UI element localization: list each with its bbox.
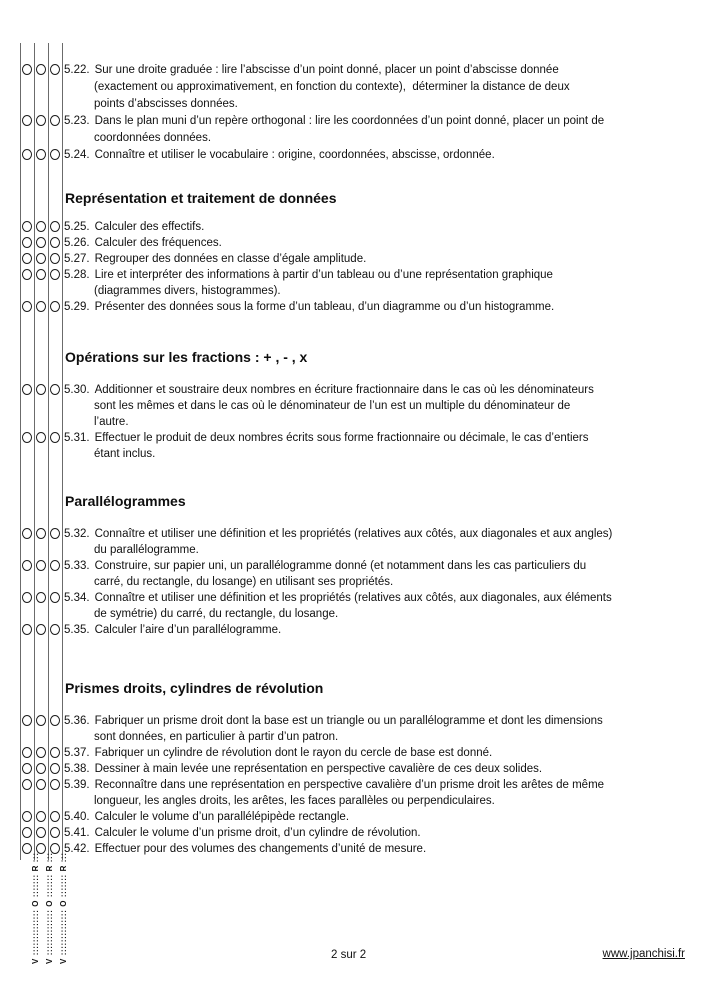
item-line-text: Dans le plan muni d’un repère orthogonal : lire les coordonnées d’un point donné, placer un point de	[94, 115, 605, 127]
competence-item	[0, 62, 707, 113]
item-first-line	[64, 713, 707, 729]
competence-item	[0, 430, 707, 462]
item-number: 5.27.	[64, 253, 90, 265]
section-heading: Opérations sur les fractions : + , - , x	[65, 349, 308, 365]
item-number: 5.41.	[64, 827, 90, 839]
competence-item	[0, 299, 707, 315]
item-first-line	[64, 761, 707, 777]
status-circle	[50, 149, 60, 160]
item-continuation-line: longueur, les angles droits, les arêtes, les faces parallèles ou perpendiculaires.	[94, 795, 495, 807]
item-line-text: Reconnaître dans une représentation en perspective cavalière d’un prisme droit les arêtes de même	[94, 779, 605, 791]
status-circle	[36, 269, 46, 280]
item-first-line	[64, 590, 707, 606]
status-circle	[36, 715, 46, 726]
item-continuation-line: coordonnées données.	[94, 132, 212, 144]
column-label-text: V :::::::::::::: O ::::::: R :::	[59, 852, 68, 964]
item-number: 5.34.	[64, 592, 90, 604]
status-circle	[36, 237, 46, 248]
item-continuation-line: points d’abscisses données.	[94, 98, 238, 110]
item-first-line	[64, 147, 707, 164]
item-text	[64, 622, 707, 638]
item-number: 5.30.	[64, 384, 90, 396]
competence-item	[0, 251, 707, 267]
competence-item	[0, 526, 707, 558]
item-line-text: Fabriquer un cylindre de révolution dont le rayon du cercle de base est donné.	[94, 747, 493, 759]
competence-item	[0, 777, 707, 809]
status-circles	[22, 237, 60, 248]
status-circle	[36, 560, 46, 571]
status-circle	[50, 827, 60, 838]
item-number: 5.29.	[64, 301, 90, 313]
status-circles	[22, 528, 60, 539]
status-circle	[22, 301, 32, 312]
item-number: 5.25.	[64, 221, 90, 233]
status-circle	[36, 149, 46, 160]
status-circle	[22, 827, 32, 838]
item-number: 5.35.	[64, 624, 90, 636]
competence-item	[0, 147, 707, 164]
competence-item	[0, 841, 707, 857]
item-line-text: Calculer le volume d’un parallélépipède rectangle.	[94, 811, 350, 823]
item-text	[64, 267, 707, 299]
status-circles	[22, 432, 60, 443]
status-circle	[50, 779, 60, 790]
item-number: 5.42.	[64, 843, 90, 855]
column-label-text: V :::::::::::::: O ::::::: R :::	[45, 852, 54, 964]
item-number: 5.39.	[64, 779, 90, 791]
competence-item	[0, 622, 707, 638]
status-circle	[22, 221, 32, 232]
item-line-text: Fabriquer un prisme droit dont la base est un triangle ou un parallélogramme et dont les dimensions	[94, 715, 603, 727]
status-circle	[22, 811, 32, 822]
status-circle	[36, 221, 46, 232]
competence-item	[0, 219, 707, 235]
item-number: 5.37.	[64, 747, 90, 759]
status-circle	[36, 115, 46, 126]
item-text	[64, 147, 707, 164]
status-circle	[22, 115, 32, 126]
status-circle	[22, 432, 32, 443]
status-circle	[22, 715, 32, 726]
item-first-line	[64, 382, 707, 398]
item-line-text: Connaître et utiliser une définition et les propriétés (relatives aux côtés, aux diagonales, aux éléments	[94, 592, 612, 604]
status-circle	[50, 301, 60, 312]
section-heading: Parallélogrammes	[65, 493, 186, 509]
section	[0, 492, 707, 638]
item-text	[64, 761, 707, 777]
item-text	[64, 62, 707, 113]
status-circle	[22, 747, 32, 758]
status-circle	[36, 253, 46, 264]
competence-item	[0, 809, 707, 825]
status-circle	[22, 384, 32, 395]
status-circles	[22, 763, 60, 774]
item-first-line	[64, 267, 707, 283]
status-circle	[22, 624, 32, 635]
item-line-text: Sur une droite graduée : lire l’abscisse d’un point donné, placer un point d’abscisse donnée	[94, 64, 559, 76]
item-continuation-line: sont données, en particulier à partir d’un patron.	[94, 731, 339, 743]
column-label-text: V :::::::::::::: O ::::::: R :::	[31, 852, 40, 964]
item-continuation-line: de symétrie) du carré, du rectangle, du losange.	[94, 608, 339, 620]
item-line-text: Dessiner à main levée une représentation en perspective cavalière de ces deux solides.	[94, 763, 543, 775]
section-heading: Prismes droits, cylindres de révolution	[65, 680, 324, 696]
item-number: 5.26.	[64, 237, 90, 249]
status-circle	[50, 624, 60, 635]
item-first-line	[64, 777, 707, 793]
item-line-text: Additionner et soustraire deux nombres en écriture fractionnaire dans le cas où les dénominateurs	[94, 384, 594, 396]
status-circle	[36, 432, 46, 443]
status-circle	[22, 779, 32, 790]
item-text	[64, 382, 707, 430]
status-circle	[50, 221, 60, 232]
item-line-text: Construire, sur papier uni, un parallélogramme donné (et notamment dans les cas particuliers du	[94, 560, 587, 572]
section-heading: Représentation et traitement de données	[65, 190, 337, 206]
status-circle	[22, 237, 32, 248]
page-number: 2 sur 2	[331, 949, 367, 961]
status-circles	[22, 560, 60, 571]
item-text	[64, 430, 707, 462]
status-circle	[50, 560, 60, 571]
item-line-text: Lire et interpréter des informations à partir d’un tableau ou d’une représentation graphique	[94, 269, 553, 281]
item-first-line	[64, 251, 707, 267]
status-circles	[22, 221, 60, 232]
item-line-text: Calculer le volume d’un prisme droit, d’un cylindre de révolution.	[94, 827, 421, 839]
status-circles	[22, 301, 60, 312]
section	[0, 679, 707, 857]
item-text	[64, 825, 707, 841]
status-circle	[50, 592, 60, 603]
competence-item	[0, 825, 707, 841]
item-text	[64, 299, 707, 315]
item-first-line	[64, 430, 707, 446]
section	[0, 348, 707, 462]
status-circle	[50, 763, 60, 774]
item-number: 5.33.	[64, 560, 90, 572]
item-number: 5.23.	[64, 115, 90, 127]
item-continuation-line: l’autre.	[94, 416, 129, 428]
status-circle	[50, 811, 60, 822]
item-line-text: Effectuer le produit de deux nombres écrits sous forme fractionnaire ou décimale, le cas d’entiers	[94, 432, 589, 444]
item-text	[64, 745, 707, 761]
status-circle	[50, 747, 60, 758]
item-number: 5.28.	[64, 269, 90, 281]
status-circle	[36, 827, 46, 838]
item-first-line	[64, 558, 707, 574]
status-circle	[36, 64, 46, 75]
item-text	[64, 558, 707, 590]
item-line-text: Présenter des données sous la forme d’un tableau, d’un diagramme ou d’un histogramme.	[94, 301, 555, 313]
item-number: 5.36.	[64, 715, 90, 727]
status-circles	[22, 149, 60, 160]
website-link[interactable]: www.jpanchisi.fr	[602, 948, 685, 960]
item-line-text: Connaître et utiliser une définition et les propriétés (relatives aux côtés, aux diagonales et aux angles)	[94, 528, 613, 540]
item-text	[64, 777, 707, 809]
item-line-text: Calculer des fréquences.	[94, 237, 222, 249]
item-line-text: Calculer des effectifs.	[94, 221, 205, 233]
item-continuation-line: (exactement ou approximativement, en fonction du contexte), déterminer la distance de deux	[94, 81, 570, 93]
status-circle	[36, 301, 46, 312]
status-circle	[22, 269, 32, 280]
item-text	[64, 526, 707, 558]
status-circle	[22, 528, 32, 539]
status-circle	[36, 384, 46, 395]
competence-item	[0, 558, 707, 590]
item-first-line	[64, 825, 707, 841]
competence-item	[0, 745, 707, 761]
status-circle	[22, 592, 32, 603]
section	[0, 62, 707, 164]
item-first-line	[64, 841, 707, 857]
item-first-line	[64, 219, 707, 235]
status-circles	[22, 715, 60, 726]
status-circle	[36, 592, 46, 603]
column-label-vor	[20, 852, 40, 965]
status-circle	[50, 64, 60, 75]
competence-item	[0, 113, 707, 147]
status-circles	[22, 843, 60, 854]
status-circles	[22, 827, 60, 838]
item-line-text: Regrouper des données en classe d’égale amplitude.	[94, 253, 367, 265]
status-circle	[36, 528, 46, 539]
column-label-vor	[48, 852, 68, 965]
item-text	[64, 219, 707, 235]
status-circle	[50, 528, 60, 539]
status-circles	[22, 811, 60, 822]
status-circles	[22, 64, 60, 75]
item-first-line	[64, 299, 707, 315]
competence-item	[0, 267, 707, 299]
status-circles	[22, 253, 60, 264]
item-first-line	[64, 809, 707, 825]
status-circle	[22, 763, 32, 774]
item-text	[64, 113, 707, 147]
status-circle	[50, 715, 60, 726]
status-circle	[50, 237, 60, 248]
status-circle	[50, 253, 60, 264]
item-first-line	[64, 526, 707, 542]
status-circles	[22, 624, 60, 635]
item-text	[64, 841, 707, 857]
status-circles	[22, 384, 60, 395]
item-continuation-line: (diagrammes divers, histogrammes).	[94, 285, 281, 297]
status-circle	[22, 560, 32, 571]
item-continuation-line: sont les mêmes et dans le cas où le dénominateur de l’un est un multiple du dénominateur de	[94, 400, 571, 412]
competence-item	[0, 235, 707, 251]
status-circle	[36, 624, 46, 635]
item-text	[64, 590, 707, 622]
item-text	[64, 713, 707, 745]
status-circle	[50, 432, 60, 443]
item-first-line	[64, 113, 707, 130]
item-continuation-line: carré, du rectangle, du losange) en utilisant ses propriétés.	[94, 576, 394, 588]
competence-item	[0, 761, 707, 777]
item-continuation-line: du parallélogramme.	[94, 544, 199, 556]
item-line-text: Connaître et utiliser le vocabulaire : origine, coordonnées, abscisse, ordonnée.	[94, 149, 495, 161]
status-circles	[22, 269, 60, 280]
status-circle	[22, 149, 32, 160]
status-circles	[22, 747, 60, 758]
item-first-line	[64, 235, 707, 251]
item-text	[64, 251, 707, 267]
item-number: 5.24.	[64, 149, 90, 161]
status-circle	[50, 384, 60, 395]
item-number: 5.31.	[64, 432, 90, 444]
status-circle	[50, 115, 60, 126]
status-circle	[36, 811, 46, 822]
item-first-line	[64, 745, 707, 761]
status-circles	[22, 779, 60, 790]
status-circle	[22, 253, 32, 264]
item-line-text: Effectuer pour des volumes des changements d’unité de mesure.	[94, 843, 427, 855]
item-text	[64, 809, 707, 825]
competence-item	[0, 590, 707, 622]
item-number: 5.32.	[64, 528, 90, 540]
item-first-line	[64, 62, 707, 79]
column-label-vor	[34, 852, 54, 965]
competence-item	[0, 382, 707, 430]
status-circles	[22, 592, 60, 603]
status-circle	[36, 779, 46, 790]
section	[0, 189, 707, 315]
item-number: 5.40.	[64, 811, 90, 823]
item-line-text: Calculer l’aire d’un parallélogramme.	[94, 624, 282, 636]
competence-item	[0, 713, 707, 745]
status-circle	[36, 763, 46, 774]
item-number: 5.22.	[64, 64, 90, 76]
item-number: 5.38.	[64, 763, 90, 775]
status-circle	[22, 64, 32, 75]
status-circle	[36, 747, 46, 758]
item-continuation-line: étant inclus.	[94, 448, 156, 460]
item-text	[64, 235, 707, 251]
status-circles	[22, 115, 60, 126]
item-first-line	[64, 622, 707, 638]
status-circle	[50, 269, 60, 280]
